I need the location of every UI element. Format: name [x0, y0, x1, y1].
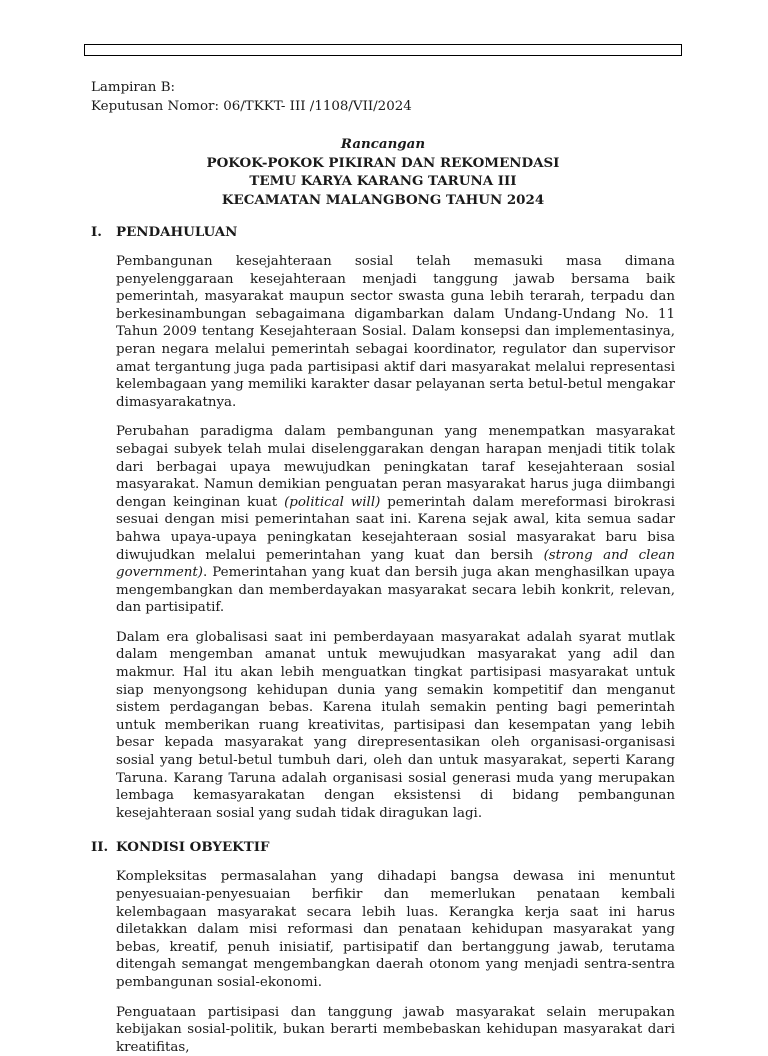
title-rancangan: Rancangan [340, 136, 426, 152]
section-number: II. [91, 839, 109, 856]
paragraph [116, 423, 675, 617]
keputusan-number: Keputusan Nomor: 06/TKKT- III /1108/VII/2024 [91, 99, 412, 114]
paragraph: Dalam era globalisasi saat ini pemberdayaan masyarakat adalah syarat mutlak dalam mengemban amanat untuk mewujudkan masyarakat yang adil dan makmur. Hal itu akan lebih menguatkan tingkat partisipasi masyarakat untuk siap menyongsong kehidupan dunia yang semakin kompetitif dan menganut sistem perdagangan bebas. Karena itulah semakin penting bagi pemerintah untuk memberikan ruang kreativitas, partisipasi dan kesempatan yang lebih besar kepada masyarakat yang direpresentasikan oleh organisasi-organisasi sosial yang betul-betul tumbuh dari, oleh dan untuk masyarakat, seperti Karang Taruna. Karang Taruna adalah organisasi sosial generasi muda yang merupakan lembaga kemasyarakatan dengan eksistensi di bidang pembangunan kesejahteraan sosial yang sudah tidak diragukan lagi. [116, 629, 675, 821]
section-title: PENDAHULUAN [116, 224, 238, 240]
document-title [91, 135, 675, 209]
lampiran-label: Lampiran B: [91, 80, 176, 95]
title-line-2: TEMU KARYA KARANG TARUNA III [249, 173, 517, 189]
paragraph: Penguataan partisipasi dan tanggung jawab masyarakat selain merupakan kebijakan sosial-politik, bukan berarti membebaskan kehidupan masyarakat dari kreatifitas, [116, 1004, 675, 1055]
section-heading [91, 223, 675, 241]
header-box [84, 44, 682, 56]
paragraph: Pembangunan kesejahteraan sosial telah memasuki masa dimana penyelenggaraan kesejahteraan menjadi tanggung jawab bersama baik pemerintah, masyarakat maupun sector swasta guna lebih terarah, terpadu dan berkesinambungan sebagaimana digambarkan dalam Undang-Undang No. 11 Tahun 2009 tentang Kesejahteraan Sosial. Dalam konsepsi dan implementasinya, peran negara melalui pemerintah sebagai koordinator, regulator dan supervisor amat tergantung juga pada partisipasi aktif dari masyarakat melalui representasi kelembagaan yang memiliki karakter dasar pelayanan serta betul-betul mengakar dimasyarakatnya. [116, 254, 675, 410]
title-line-3: KECAMATAN MALANGBONG TAHUN 2024 [221, 191, 545, 208]
italic-term: (political will) [284, 494, 381, 510]
section-pendahuluan [91, 223, 675, 822]
section-heading [91, 838, 675, 856]
paragraph-text: pemerintah dalam mereformasi birokrasi sesuai dengan misi pemerintahan saat ini. Karena sejak awal, kita semua sadar bahwa upaya-upaya peningkatan kesejahteraan sosial masyarakat baru bisa diwujudkan melalui pemerintahan yang kuat dan bersih [116, 494, 675, 563]
section-title: KONDISI OBYEKTIF [116, 839, 270, 856]
section-number: I. [91, 224, 102, 240]
document-meta [91, 78, 675, 116]
italic-term: (strong and clean government) [116, 547, 675, 581]
paragraph-text: Perubahan paradigma dalam pembangunan yang menempatkan masyarakat sebagai subyek telah mulai diselenggarakan dengan harapan menjadi titik tolak dari berbagai upaya mewujudkan peningkatan taraf kesejahteraan sosial masyarakat. Namun demikian penguatan peran masyarakat harus juga diimbangi dengan keinginan kuat [116, 424, 675, 510]
title-line-1: POKOK-POKOK PIKIRAN DAN REKOMENDASI [206, 154, 560, 171]
paragraph-text: . Pemerintahan yang kuat dan bersih juga akan menghasilkan upaya mengembangkan dan memberdayakan masyarakat secara lebih konkrit, relevan, dan partisipatif. [116, 565, 675, 616]
document-page [91, 78, 675, 1056]
section-kondisi-obyektif [91, 838, 675, 1056]
paragraph: Kompleksitas permasalahan yang dihadapi bangsa dewasa ini menuntut penyesuaian-penyesuaian berfikir dan memerlukan penataan kembali kelembagaan masyarakat secara lebih luas. Kerangka kerja saat ini harus diletakkan dalam misi reformasi dan penataan kehidupan masyarakat yang bebas, kreatif, penuh inisiatif, partisipatif dan bertanggung jawab, terutama ditengah semangat mengembangkan daerah otonom yang menjadi sentra-sentra pembangunan sosial-ekonomi. [116, 869, 675, 990]
